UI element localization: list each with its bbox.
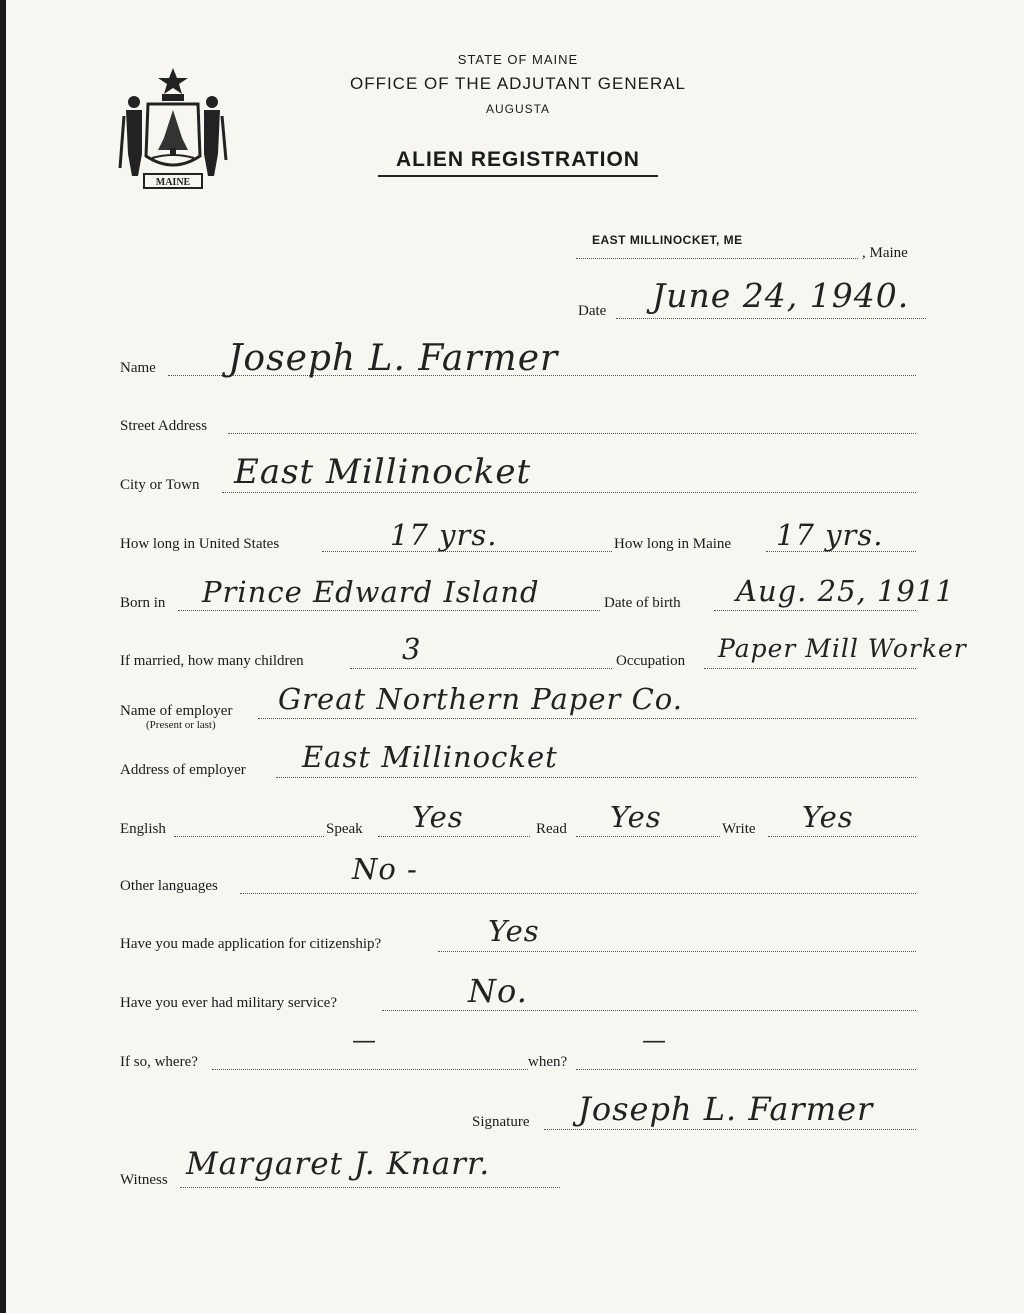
occupation-line (704, 668, 916, 669)
when-label: when? (528, 1054, 568, 1070)
street-address-line (228, 433, 916, 434)
employer-name-value: Great Northern Paper Co. (278, 682, 683, 716)
date-of-birth-value: Aug. 25, 1911 (736, 574, 955, 608)
citizenship-label: Have you made application for citizenship? (120, 936, 382, 952)
when-value: — (642, 1026, 667, 1054)
military-label: Have you ever had military service? (120, 995, 337, 1011)
city-label: City or Town (120, 477, 200, 493)
read-value: Yes (610, 800, 662, 834)
how-long-us-label: How long in United States (120, 536, 280, 552)
seal-banner-text: MAINE (155, 177, 191, 188)
witness-label: Witness (120, 1172, 168, 1188)
read-line (576, 836, 720, 837)
write-value: Yes (802, 800, 854, 834)
state-label: , Maine (862, 245, 908, 261)
employer-address-line (276, 777, 916, 778)
citizenship-value: Yes (488, 914, 540, 948)
born-in-label: Born in (120, 595, 166, 611)
occupation-value: Paper Mill Worker (718, 634, 967, 663)
children-line (350, 668, 612, 669)
signature-value: Joseph L. Farmer (578, 1090, 874, 1128)
city-line (222, 492, 916, 493)
born-in-value: Prince Edward Island (202, 575, 540, 609)
header-state: STATE OF MAINE (457, 52, 579, 67)
employer-address-label: Address of employer (120, 762, 246, 778)
children-label: If married, how many children (120, 653, 304, 669)
form-title: ALIEN REGISTRATION (396, 148, 640, 171)
how-long-maine-label: How long in Maine (614, 536, 732, 552)
read-label: Read (536, 821, 567, 837)
how-long-us-value: 17 yrs. (390, 518, 498, 552)
born-in-line (178, 610, 600, 611)
if-so-where-line (212, 1069, 528, 1070)
employer-name-line (258, 718, 916, 719)
header-city: AUGUSTA (485, 102, 551, 116)
how-long-maine-value: 17 yrs. (776, 518, 884, 552)
other-languages-value: No - (352, 852, 418, 886)
date-of-birth-label: Date of birth (604, 595, 681, 611)
english-label: English (120, 821, 166, 837)
if-so-where-label: If so, where? (120, 1054, 198, 1070)
employer-name-label: Name of employer (120, 703, 233, 719)
signature-label: Signature (472, 1114, 530, 1130)
city-value: East Millinocket (234, 452, 532, 492)
title-underline (378, 175, 658, 177)
when-line (576, 1069, 916, 1070)
speak-label: Speak (326, 821, 363, 837)
date-label: Date (578, 303, 607, 319)
children-value: 3 (402, 632, 422, 666)
citizenship-line (438, 951, 916, 952)
other-languages-label: Other languages (120, 878, 218, 894)
speak-value: Yes (412, 800, 464, 834)
military-line (382, 1010, 916, 1011)
location-stamp: EAST MILLINOCKET, ME (592, 233, 743, 247)
date-line (616, 318, 926, 319)
street-address-label: Street Address (120, 418, 208, 434)
signature-line (544, 1129, 916, 1130)
header-office: OFFICE OF THE ADJUTANT GENERAL (349, 74, 687, 93)
speak-line (378, 836, 530, 837)
other-languages-line (240, 893, 916, 894)
if-so-where-value: — (352, 1026, 377, 1054)
military-value: No. (468, 972, 528, 1010)
location-line (576, 258, 858, 259)
occupation-label: Occupation (616, 653, 686, 669)
english-line (174, 836, 324, 837)
name-label: Name (120, 360, 156, 376)
witness-line (180, 1187, 560, 1188)
write-label: Write (722, 821, 756, 837)
date-of-birth-line (714, 610, 916, 611)
name-value: Joseph L. Farmer (228, 338, 559, 379)
date-value: June 24, 1940. (652, 276, 910, 315)
witness-value: Margaret J. Knarr. (186, 1146, 491, 1182)
write-line (768, 836, 916, 837)
employer-address-value: East Millinocket (302, 740, 558, 774)
employer-name-sublabel: (Present or last) (146, 719, 216, 731)
